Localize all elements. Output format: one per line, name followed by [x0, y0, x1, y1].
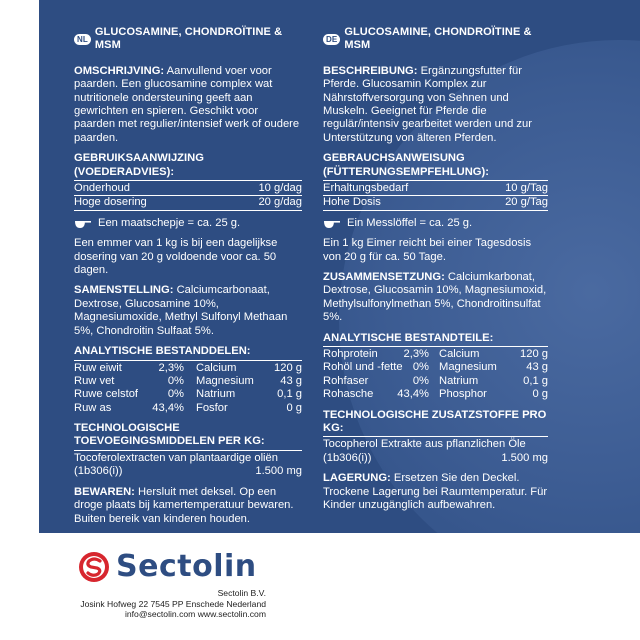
nl-analytic-cell: Ruwe celstof: [74, 388, 139, 401]
nl-dose-label: Onderhoud: [74, 182, 130, 195]
de-analytic-cell: 120 g: [520, 348, 548, 361]
nl-column: [74, 26, 302, 533]
de-usage-title: GEBRAUCHSANWEISUNG (FÜTTERUNGSEMPFEHLUNG):: [323, 152, 548, 181]
de-analytic-cell: 0%: [412, 374, 429, 387]
de-composition-text: Calciumkarbonat, Dextrose, Glucosamin 10%, Magnesiumoxid, Methylsulfonylmethan 5%, Chondroitinsulfat 5%.: [323, 271, 547, 324]
de-analytic-cell: Magnesium: [439, 361, 497, 374]
de-description: [323, 65, 548, 145]
nl-dose-value: 10 g/dag: [258, 182, 302, 195]
nl-scoop-text: Een maatschepje = ca. 25 g.: [98, 216, 241, 229]
nl-analytic-cell: Ruw eiwit: [74, 361, 122, 374]
nl-dose-row: [74, 182, 302, 196]
de-storage-text: Ersetzen Sie den Deckel. Trockene Lagerung bei Raumtemperatur. Für Kinder unzugänglich aufbewahren.: [323, 472, 548, 512]
nl-storage: [74, 486, 302, 526]
de-analytic-cell: 0%: [412, 361, 429, 374]
de-analytic-cell: Natrium: [439, 374, 479, 387]
nl-tech-title: TECHNOLOGISCHE TOEVOEGINGSMIDDELEN PER KG:: [74, 422, 302, 451]
de-analytic-cell: Rohasche: [323, 388, 374, 401]
scoop-icon: [323, 219, 341, 229]
de-analytic-cell: Rohprotein: [323, 348, 378, 361]
de-column: [323, 26, 548, 520]
nl-storage-text: Hersluit met deksel. Op een droge plaats bij kamertemperatuur bewaren. Buiten bereik van kinderen houden.: [74, 485, 294, 525]
de-tech-text: Tocopherol Extrakte aus pflanzlichen Öle (1b306(i)): [323, 438, 526, 464]
nl-tech-text: Tocoferolextracten van plantaardige oliën (1b306(i)): [74, 451, 278, 478]
nl-tech-value: 1.500 mg: [255, 465, 302, 478]
de-description-label: BESCHREIBUNG:: [323, 64, 418, 77]
nl-scoop-line: [74, 217, 302, 230]
de-analytic-cell: Phosphor: [439, 388, 487, 401]
nl-dose-row: [74, 196, 302, 210]
de-analytic-cell: 2,3%: [403, 348, 429, 361]
de-analytic-cell: 43,4%: [397, 388, 429, 401]
nl-analytic-cell: Magnesium: [196, 374, 254, 387]
nl-dose-label: Hoge dosering: [74, 196, 147, 209]
company-address: [66, 588, 266, 620]
nl-title: GLUCOSAMINE, CHONDROÏTINE & MSM: [94, 26, 283, 52]
nl-analytic-title: ANALYTISCHE BESTANDDELEN:: [74, 345, 302, 360]
nl-header: [74, 26, 302, 53]
de-description-text: Ergänzungsfutter für Pferde. Glucosamin Komplex zur Nährstoffversorgung von Sehnen und Muskeln. Geeignet für Pferde die regulär/intensiv gearbeitet werden und zur Unterstützung von älteren Pferden.: [323, 64, 532, 144]
scoop-icon: [74, 219, 92, 229]
nl-composition-label: SAMENSTELLING:: [74, 284, 174, 297]
de-composition-label: ZUSAMMENSETZUNG:: [323, 271, 445, 284]
nl-composition: [74, 284, 302, 338]
de-dose-row: [323, 182, 548, 196]
nl-analytic-cell: Calcium: [196, 361, 237, 374]
de-scoop-line: [323, 217, 548, 230]
de-language-badge: DE: [323, 34, 340, 45]
nl-analytic-cell: 43 g: [280, 374, 302, 387]
de-analytic-cell: Rohfaser: [323, 374, 369, 387]
de-analytic-cell: Calcium: [439, 348, 480, 361]
nl-analytic-cell: 0,1 g: [277, 388, 302, 401]
nl-analytic-row: [74, 402, 302, 415]
company-street: Josink Hofweg 22 7545 PP Enschede Nederland: [80, 598, 266, 609]
company-contact: info@sectolin.com www.sectolin.com: [124, 609, 266, 619]
nl-analytic-cell: 120 g: [274, 361, 302, 374]
de-analytic-cell: 0,1 g: [523, 374, 548, 387]
nl-description-text: Aanvullend voer voor paarden. Een glucosamine complex wat nutritionele ondersteuning geeft aan gewrichten en spieren. Geschikt voor paarden met regulier/intensief werk of oudere paarden.: [74, 64, 300, 144]
de-storage: [323, 472, 548, 512]
nl-analytic-cell: 43,4%: [152, 401, 184, 414]
de-dose-label: Hohe Dosis: [323, 196, 381, 209]
de-analytic-cell: 0 g: [532, 388, 548, 401]
nl-analytic-cell: Natrium: [196, 388, 236, 401]
nl-bucket-text: Een emmer van 1 kg is bij een dagelijkse dosering van 20 g voldoende voor ca. 50 dagen.: [74, 237, 278, 277]
de-header: [323, 26, 548, 53]
nl-analytic-cell: 0%: [167, 374, 184, 387]
nl-analytic-cell: Fosfor: [196, 401, 228, 414]
de-analytic-row: [323, 348, 548, 361]
nl-description-label: OMSCHRIJVING:: [74, 64, 165, 77]
nl-analytic-cell: 2,3%: [158, 361, 184, 374]
de-tech-title: TECHNOLOGISCHE ZUSATZSTOFFE PRO KG:: [323, 409, 548, 438]
nl-analytic-cell: 0 g: [286, 401, 302, 414]
de-tech-value: 1.500 mg: [501, 451, 548, 464]
de-analytic-title: ANALYTISCHE BESTANDTEILE:: [323, 332, 548, 347]
nl-language-badge: NL: [74, 34, 91, 45]
de-scoop-text: Ein Messlöffel = ca. 25 g.: [347, 216, 473, 229]
de-dose-row: [323, 196, 548, 210]
de-bucket-text: Ein 1 kg Eimer reicht bei einer Tagesdosis von 20 g für ca. 50 Tage.: [323, 237, 532, 263]
nl-usage-title: GEBRUIKSAANWIJZING (VOEDERADVIES):: [74, 152, 302, 181]
de-analytic-row: [323, 375, 548, 388]
de-dose-label: Erhaltungsbedarf: [323, 182, 409, 195]
nl-analytic-row: [74, 388, 302, 401]
de-analytic-row: [323, 361, 548, 374]
brand-name: Sectolin: [116, 549, 257, 584]
nl-analytic-cell: Ruw as: [74, 401, 112, 414]
de-dose-value: 20 g/Tag: [505, 196, 548, 209]
de-analytic-row: [323, 388, 548, 401]
de-analytic-cell: Rohöl und -fette: [323, 361, 403, 374]
de-title: GLUCOSAMINE, CHONDROÏTINE & MSM: [344, 26, 532, 52]
nl-description: [74, 65, 302, 145]
de-storage-label: LAGERUNG:: [323, 472, 391, 485]
sectolin-logo-icon: [78, 551, 110, 583]
de-dose-value: 10 g/Tag: [505, 182, 548, 195]
nl-analytic-row: [74, 362, 302, 375]
nl-dose-value: 20 g/dag: [258, 196, 302, 209]
nl-storage-label: BEWAREN:: [74, 485, 135, 498]
brand-logo: [78, 549, 257, 584]
company-name: Sectolin B.V.: [217, 588, 266, 598]
nl-analytic-cell: Ruw vet: [74, 374, 115, 387]
de-composition: [323, 271, 548, 325]
nl-composition-text: Calciumcarbonaat, Dextrose, Glucosamine 10%, Magnesiumoxide, Methyl Sulfonyl Methaan 5%, Chondroitin Sulfaat 5%.: [74, 284, 288, 337]
nl-analytic-row: [74, 375, 302, 388]
nl-analytic-cell: 0%: [167, 388, 184, 401]
de-analytic-cell: 43 g: [526, 361, 548, 374]
